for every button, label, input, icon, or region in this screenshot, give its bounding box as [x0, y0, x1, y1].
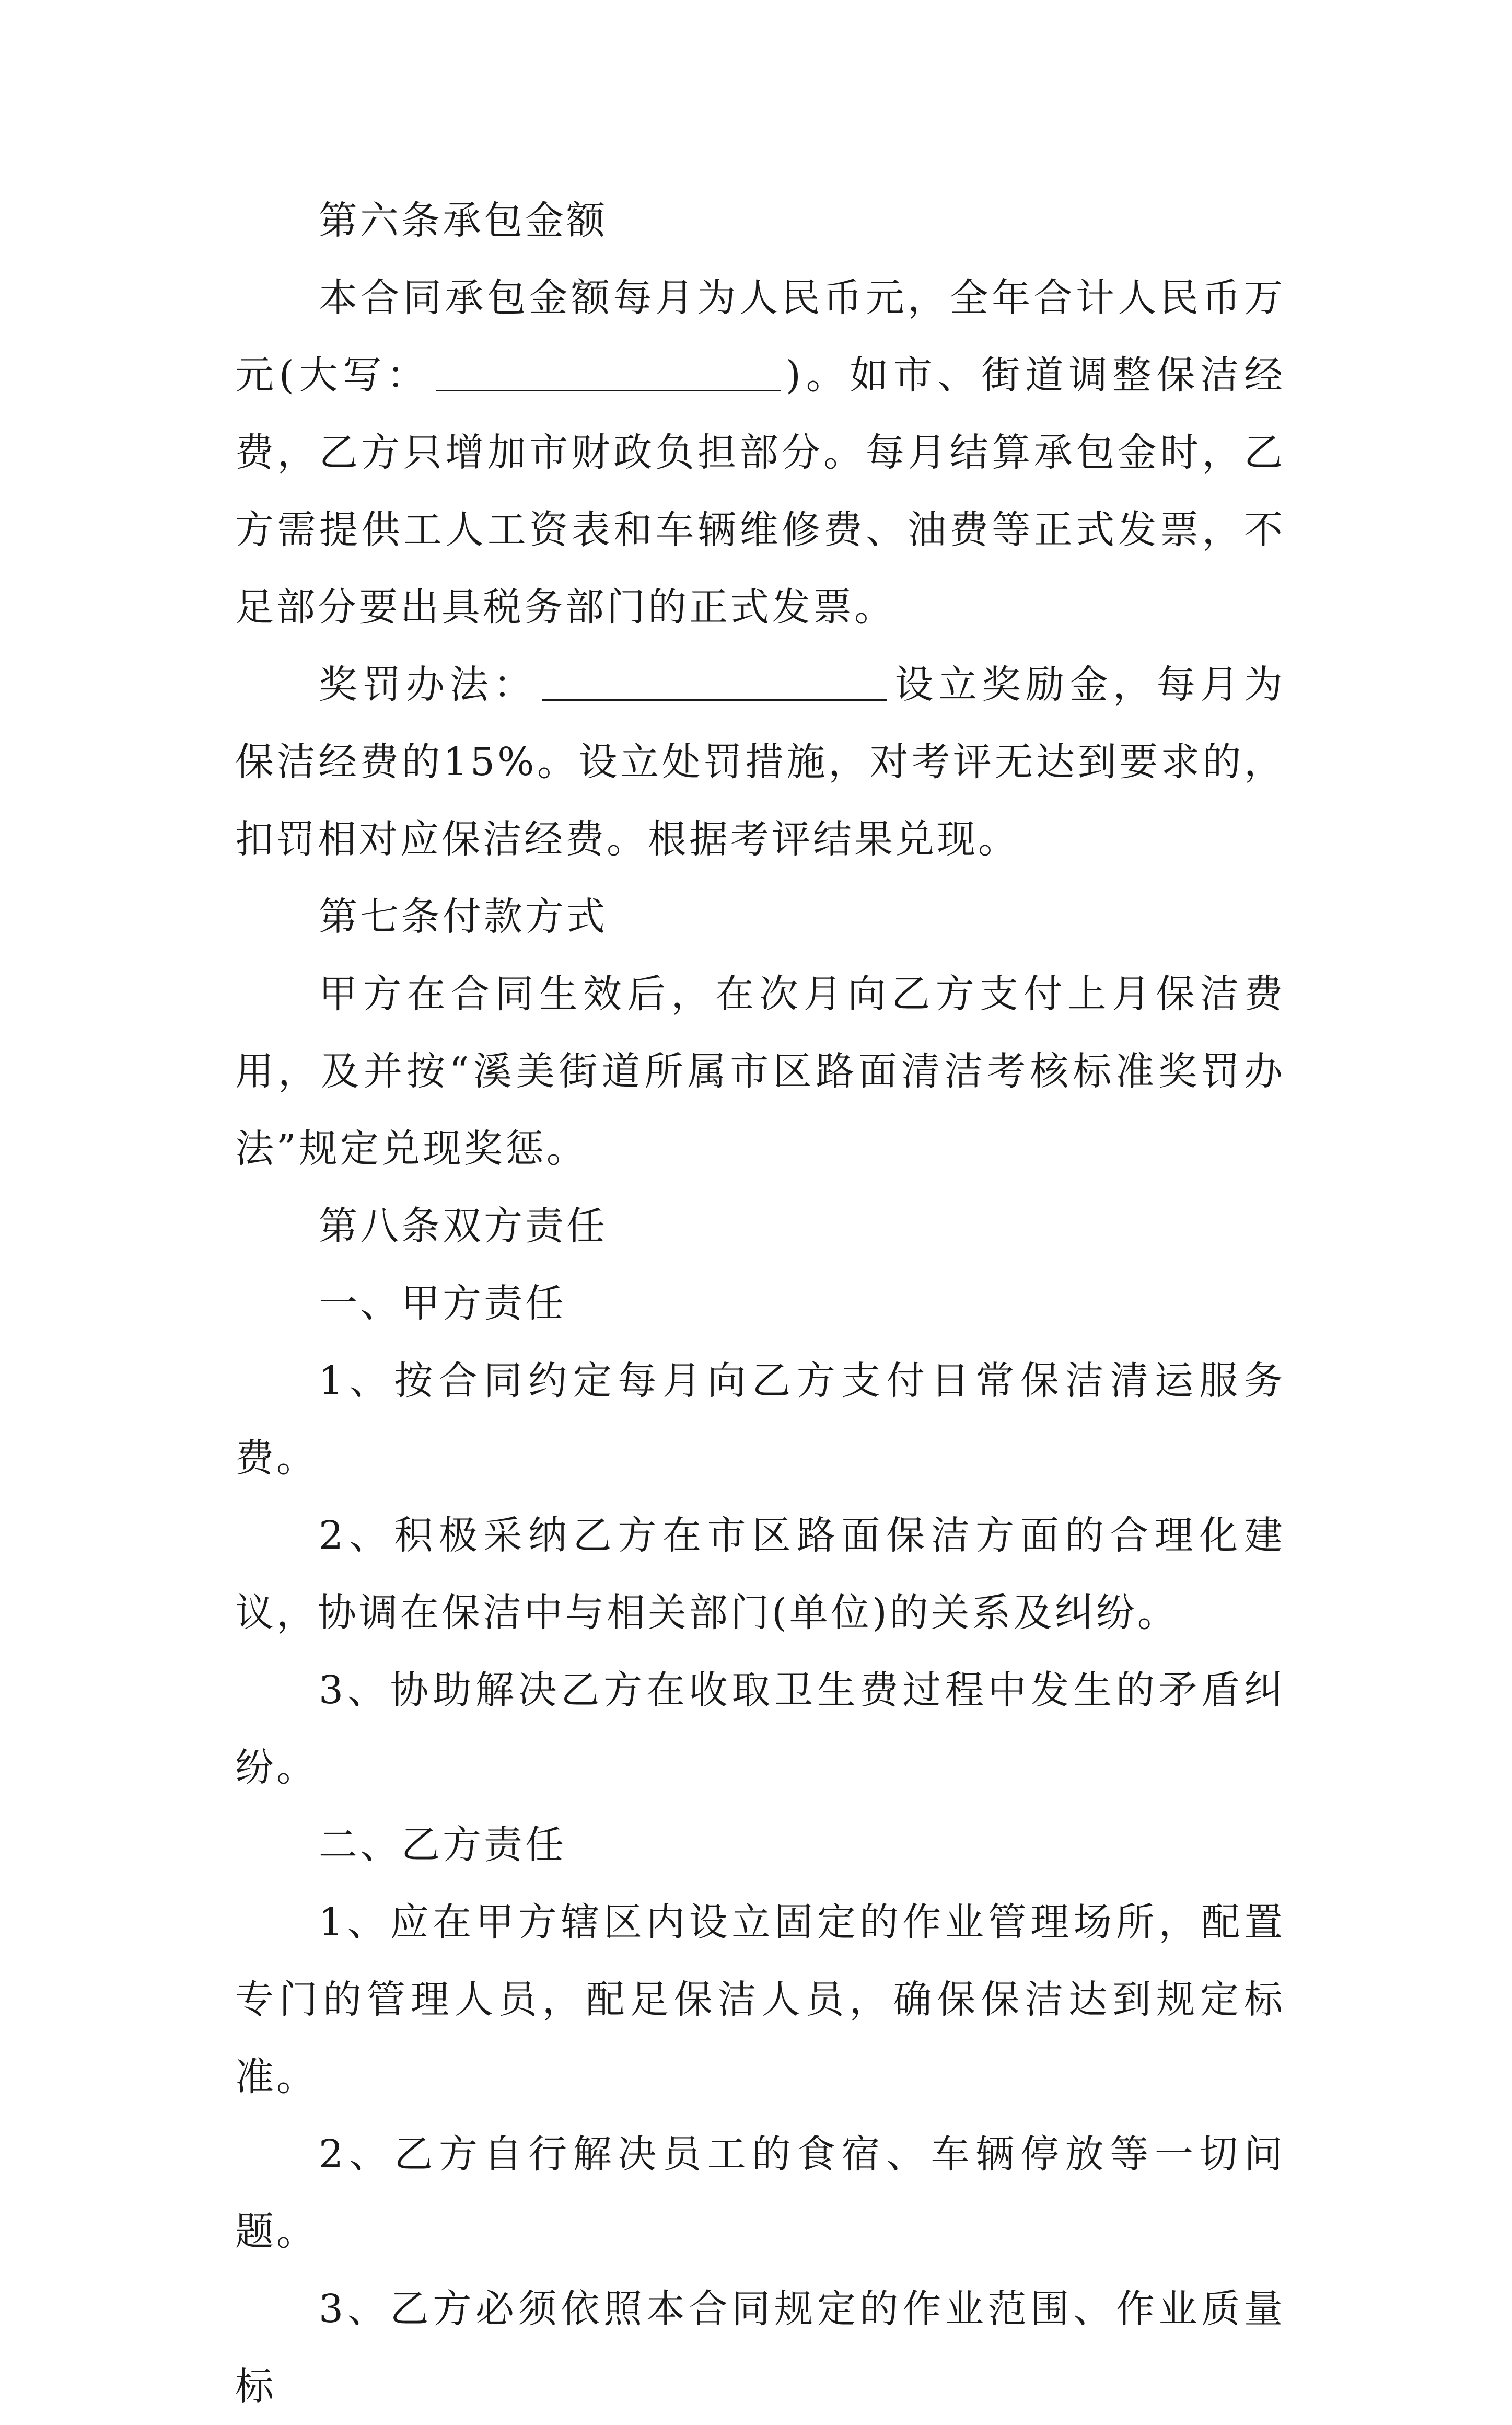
party-b-item-2: 2、乙方自行解决员工的食宿、车辆停放等一切问题。	[235, 2132, 1285, 2254]
reward-blank-line	[542, 699, 887, 701]
reward-text-a: 奖罚办法：	[319, 662, 537, 707]
party-a-item-2: 2、积极采纳乙方在市区路面保洁方面的合理化建议，协调在保洁中与相关部门(单位)的关系及纠纷。	[235, 1513, 1285, 1635]
reward-paragraph	[235, 646, 1285, 878]
reward-text-b: 设立奖励金，每月为保洁经费的15%。设立处罚措施，对考评无达到要求的，扣罚相对应保洁经费。根据考评结果兑现。	[235, 662, 1286, 862]
amount-blank-line	[436, 389, 781, 391]
article-8-title: 第八条双方责任	[319, 1204, 608, 1249]
document-body	[235, 182, 1285, 2425]
party-b-heading: 二、乙方责任	[319, 1822, 566, 1867]
article-6-paragraph	[235, 259, 1285, 646]
article-6-text-a: 本合同承包金额每月为人民币元，全年合计人民币万元(大写：	[235, 275, 1285, 398]
article-7-title: 第七条付款方式	[319, 894, 608, 939]
article-7-paragraph: 甲方在合同生效后，在次月向乙方支付上月保洁费用，及并按“溪美街道所属市区路面清洁考核标准奖罚办法”规定兑现奖惩。	[235, 972, 1285, 1171]
party-a-item-3: 3、协助解决乙方在收取卫生费过程中发生的矛盾纠纷。	[235, 1668, 1285, 1790]
article-6-title: 第六条承包金额	[319, 198, 608, 243]
article-6-text-b: )。如市、街道调整保洁经费，乙方只增加市财政负担部分。每月结算承包金时，乙方需提供工人工资表和车辆维修费、油费等正式发票，不足部分要出具税务部门的正式发票。	[235, 353, 1285, 630]
party-b-item-3: 3、乙方必须依照本合同规定的作业范围、作业质量标	[235, 2287, 1285, 2409]
party-a-heading: 一、甲方责任	[319, 1281, 566, 1326]
party-a-item-1: 1、按合同约定每月向乙方支付日常保洁清运服务费。	[235, 1358, 1285, 1481]
party-b-item-1: 1、应在甲方辖区内设立固定的作业管理场所，配置专门的管理人员，配足保洁人员，确保保洁达到规定标准。	[235, 1900, 1285, 2099]
